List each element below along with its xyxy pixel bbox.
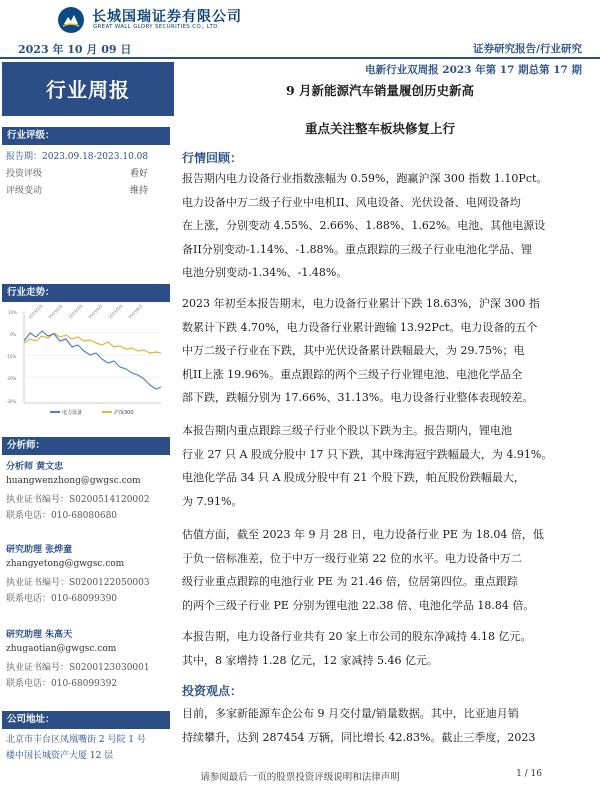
text-line: 级行业重点跟踪的电池行业 PE 为 21.46 倍，位居第四位。重点跟踪: [182, 575, 518, 589]
stock-performance-paragraph: [182, 419, 578, 513]
legend-index-swatch: [102, 411, 112, 413]
svg-text:2023/5/3: 2023/5/3: [107, 303, 124, 320]
power-equipment-series-line: [24, 331, 161, 389]
analyst-1-phone: 联系电话：010-68080680: [6, 511, 118, 521]
valuation-paragraph: [182, 523, 578, 617]
text-line: 部下跌，跌幅分别为 17.66%、31.13%。电力设备行业整体表现较差。: [182, 391, 534, 405]
analyst-section-header: 分析师：: [2, 437, 170, 455]
text-line: 估值方面，截至 2023 年 9 月 28 日，电力设备行业 PE 为 18.04 倍，低: [182, 528, 544, 541]
headline-primary: 9 月新能源汽车销量履创历史新高: [285, 83, 475, 98]
company-name-cn: 长城国瑞证券有限公司: [92, 9, 242, 25]
page-number: 1 / 16: [516, 769, 542, 779]
address-line-1: 北京市丰台区凤凰嘴街 2 号院 1 号: [6, 735, 146, 745]
market-review-paragraph: [182, 167, 578, 285]
analyst-3-title: 研究助理 朱高天: [6, 630, 73, 640]
report-period: 报告期：2023.09.18-2023.10.08: [6, 152, 149, 162]
svg-text:2023/4/3: 2023/4/3: [87, 303, 104, 320]
text-line: 2023 年初至本报告期末，电力设备行业累计下跌 18.63%，沪深 300 指: [182, 297, 540, 310]
trend-section-header: 行业走势：: [2, 284, 170, 302]
company-name-en: GREAT WALL GLORY SECURITIES CO., LTD.: [93, 24, 220, 30]
svg-text:10%: 10%: [8, 310, 17, 315]
svg-text:2023/2/3: 2023/2/3: [47, 303, 64, 320]
svg-text:-30%: -30%: [6, 399, 17, 404]
report-date: 2023 年 10 月 09 日: [18, 43, 132, 56]
report-type: 证券研究报告/行业研究: [473, 43, 582, 55]
address-line-2: 楼中国长城资产大厦 12 层: [6, 751, 114, 761]
market-review-label: 行情回顾：: [182, 151, 243, 165]
company-logo-icon: [58, 7, 84, 33]
text-line: 持续攀升，达到 287454 万辆，同比增长 42.83%。截止三季度，2023: [182, 730, 536, 744]
svg-text:2023/6/3: 2023/6/3: [127, 303, 144, 320]
text-line: 目前，多家新能源车企公布 9 月交付量/销量数据。其中，比亚迪月销: [182, 707, 519, 720]
svg-text:0%: 0%: [10, 332, 17, 337]
analyst-1-email[interactable]: huangwenzhong@gwgsc.com: [6, 476, 141, 486]
issue-subtitle: 电新行业双周报 2023 年第 17 期总第 17 期: [365, 64, 582, 76]
svg-text:-20%: -20%: [6, 376, 17, 381]
text-line: 电力设备中万二级子行业中电机II、风电设备、光伏设备、电网设备均: [182, 195, 521, 209]
svg-text:2023/3/3: 2023/3/3: [67, 303, 84, 320]
analyst-2-title: 研究助理 张烨童: [6, 545, 73, 555]
sector-title: 行业周报: [46, 78, 130, 102]
svg-text:2023/1/3: 2023/1/3: [27, 303, 44, 320]
analyst-3-phone: 联系电话：010-68099392: [6, 679, 118, 689]
text-line: 其中，8 家增持 1.28 亿元，12 家减持 5.46 亿元。: [182, 653, 438, 667]
analyst-2-cert: 执业证书编号：S0200122050003: [6, 578, 150, 588]
text-line: 报告期内电力设备行业指数涨幅为 0.59%，跑赢沪深 300 指数 1.10Pct。: [182, 172, 548, 185]
headline-secondary: 重点关注整车板块修复上行: [304, 121, 455, 136]
shareholding-paragraph: [182, 625, 578, 672]
industry-trend-chart: [6, 303, 168, 421]
text-line: 机II上涨 19.96%。重点跟踪的两个三级子行业锂电池、电池化学品全: [182, 367, 523, 381]
text-line: 于负一倍标准差，位于中万一级行业第 22 位的水平。电力设备中万二: [182, 551, 522, 565]
analyst-1-cert: 执业证书编号：S0200514120002: [6, 495, 150, 505]
text-line: 中万二级子行业在下跌，其中光伏设备累计跌幅最大，为 29.75%；电: [182, 344, 525, 358]
rating-change-value: 维持: [130, 186, 149, 196]
text-line: 数累计下跌 4.70%，电力设备行业累计跑输 13.92Pct。电力设备的五个: [182, 320, 538, 334]
analyst-3-cert: 执业证书编号：S0200123030001: [6, 663, 150, 673]
header-divider: [0, 57, 600, 59]
footer-disclaimer: 请参阅最后一页的股票投资评级说明和法律声明: [200, 772, 400, 783]
analyst-2-email[interactable]: zhangyetong@gwgsc.com: [6, 559, 125, 569]
text-line: 行业 27 只 A 股成分股中 17 只下跌，其中珠海冠宇跌幅最大，为 4.91%。: [182, 447, 553, 461]
address-section-header: 公司地址：: [2, 711, 170, 729]
investment-rating-value: 看好: [130, 169, 149, 179]
text-line: 在上涨，分别变动 4.55%、2.66%、1.88%、1.62%。电池、其他电源设: [182, 219, 546, 233]
text-line: 的两个三级子行业 PE 分别为锂电池 22.38 倍、电池化学品 18.84 倍。: [182, 598, 535, 612]
investment-view-paragraph: [182, 702, 578, 749]
legend-index-label: 沪深300: [114, 410, 134, 416]
text-line: 本报告期内重点跟踪三级子行业个股以下跌为主。报告期内，锂电池: [182, 424, 512, 437]
text-line: 电池化学品 34 只 A 股成分股中有 21 个股下跌，帕瓦股份跌幅最大，: [182, 471, 525, 485]
rating-change-label: 评级变动: [6, 186, 43, 196]
text-line: 备II分别变动-1.14%、-1.88%。重点跟踪的三级子行业电池化学品、锂: [182, 242, 533, 256]
analyst-1-title: 分析师 黄文忠: [6, 462, 64, 472]
analyst-2-phone: 联系电话：010-68099390: [6, 594, 118, 604]
ytd-performance-paragraph: [182, 292, 578, 410]
investment-view-label: 投资观点：: [182, 684, 243, 698]
analyst-3-email[interactable]: zhugaotian@gwgsc.com: [6, 644, 117, 654]
rating-section-header: 行业评级：: [2, 127, 170, 145]
text-line: 电池分别变动-1.34%、-1.48%。: [182, 266, 348, 280]
legend-industry-swatch: [50, 411, 60, 413]
investment-rating-label: 投资评级: [6, 169, 43, 179]
legend-industry-label: 电力设备: [62, 410, 83, 416]
svg-text:-10%: -10%: [6, 354, 17, 359]
text-line: 本报告期，电力设备行业共有 20 家上市公司的股东净减持 4.18 亿元。: [182, 630, 532, 643]
text-line: 为 7.91%。: [182, 494, 243, 508]
hs300-series-line: [24, 333, 161, 353]
